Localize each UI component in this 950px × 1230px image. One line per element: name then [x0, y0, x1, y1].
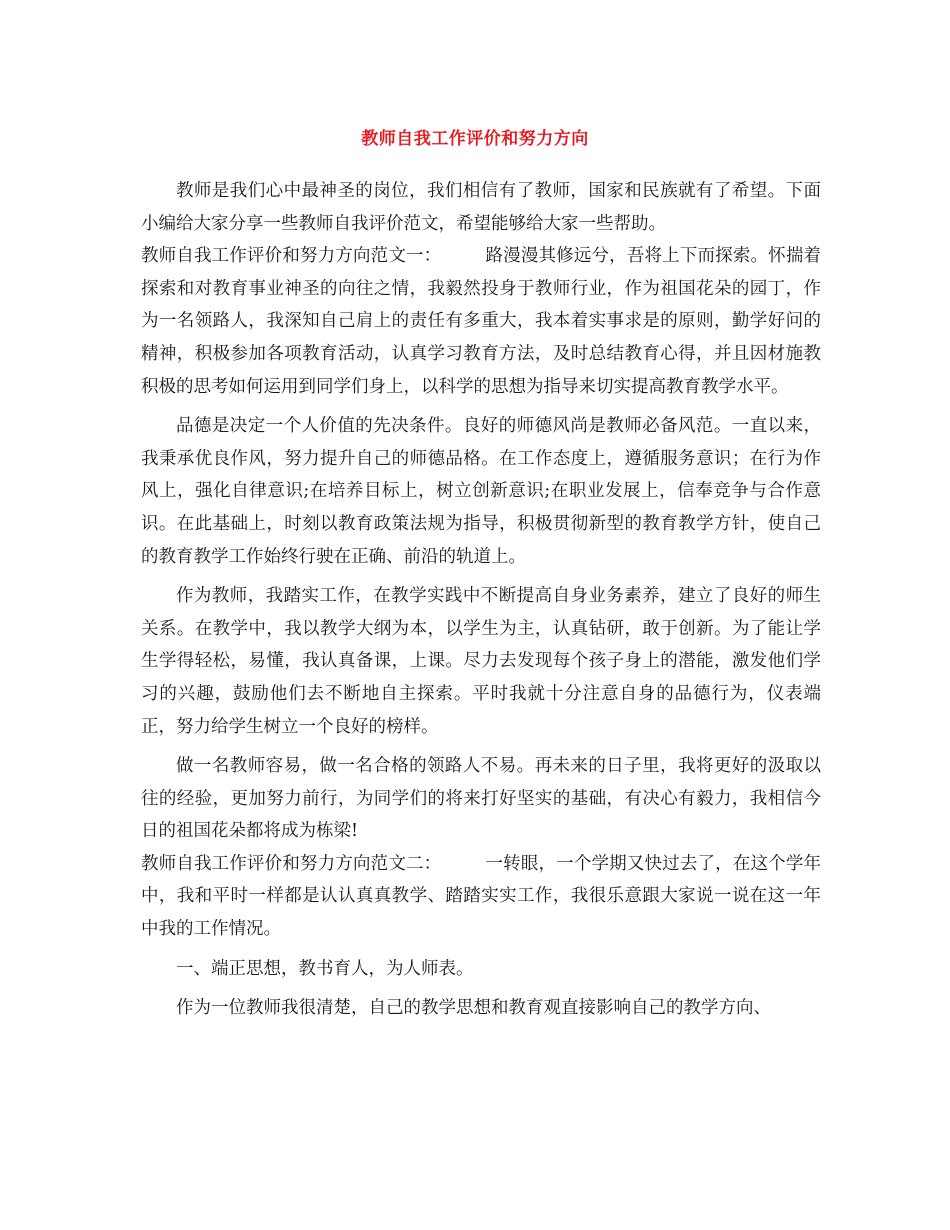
sample1-lead: 路漫漫其修远兮，吾将上下而探索。怀揣着探索和对教育事业神圣的向往之情，我毅然投身于教师行业，作为祖国花朵的园丁，作为一名领路人，我深知自己肩上的责任有多重大，我本着实事求是的原则，勤学好问的精神，积极参加各项教育活动，认真学习教育方法，及时总结教育心得，并且因材施教积极的思考如何运用到同学们身上，以科学的思想为指导来切实提高教育教学水平。	[141, 246, 822, 397]
sample1-label: 教师自我工作评价和努力方向范文一：	[141, 246, 442, 267]
sample1-paragraph-4: 做一名教师容易，做一名合格的领路人不易。再未来的日子里，我将更好的汲取以往的经验，更加努力前行，为同学们的将来打好坚实的基础，有决心有毅力，我相信今日的祖国花朵都将成为栋梁!	[141, 756, 821, 842]
intro-paragraph: 教师是我们心中最神圣的岗位，我们相信有了教师，国家和民族就有了希望。下面小编给大家分享一些教师自我评价范文，希望能够给大家一些帮助。	[141, 181, 821, 234]
sample2-lead: 一转眼，一个学期又快过去了，在这个学年中，我和平时一样都是认认真真教学、踏踏实实工作，我很乐意跟大家说一说在这一年中我的工作情况。	[141, 853, 822, 940]
sample2-label: 教师自我工作评价和努力方向范文二：	[141, 853, 442, 874]
document-title: 教师自我工作评价和努力方向	[361, 129, 589, 149]
sample2-paragraph-2: 作为一位教师我很清楚，自己的教学思想和教育观直接影响自己的教学方向、	[176, 998, 771, 1019]
sample1-paragraph	[141, 240, 821, 403]
sample2-heading-1: 一、端正思想，教书育人，为人师表。	[176, 958, 474, 979]
sample1-paragraph-2: 品德是决定一个人价值的先决条件。良好的师德风尚是教师必备风范。一直以来，我秉承优良作风，努力提升自己的师德品格。在工作态度上，遵循服务意识；在行为作风上，强化自律意识;在培养目标上，树立创新意识;在职业发展上，信奉竞争与合作意识。在此基础上，时刻以教育政策法规为指导，积极贯彻新型的教育教学方针，使自己的教育教学工作始终行驶在正确、前沿的轨道上。	[141, 416, 821, 567]
sample1-paragraph-3: 作为教师，我踏实工作，在教学实践中不断提高自身业务素养，建立了良好的师生关系。在教学中，我以教学大纲为本，以学生为主，认真钻研，敢于创新。为了能让学生学得轻松，易懂，我认真备课，上课。尽力去发现每个孩子身上的潜能，激发他们学习的兴趣，鼓励他们去不断地自主探索。平时我就十分注意自身的品德行为，仪表端正，努力给学生树立一个良好的榜样。	[141, 586, 821, 737]
document-body	[141, 175, 821, 1025]
sample2-paragraph	[141, 848, 821, 946]
